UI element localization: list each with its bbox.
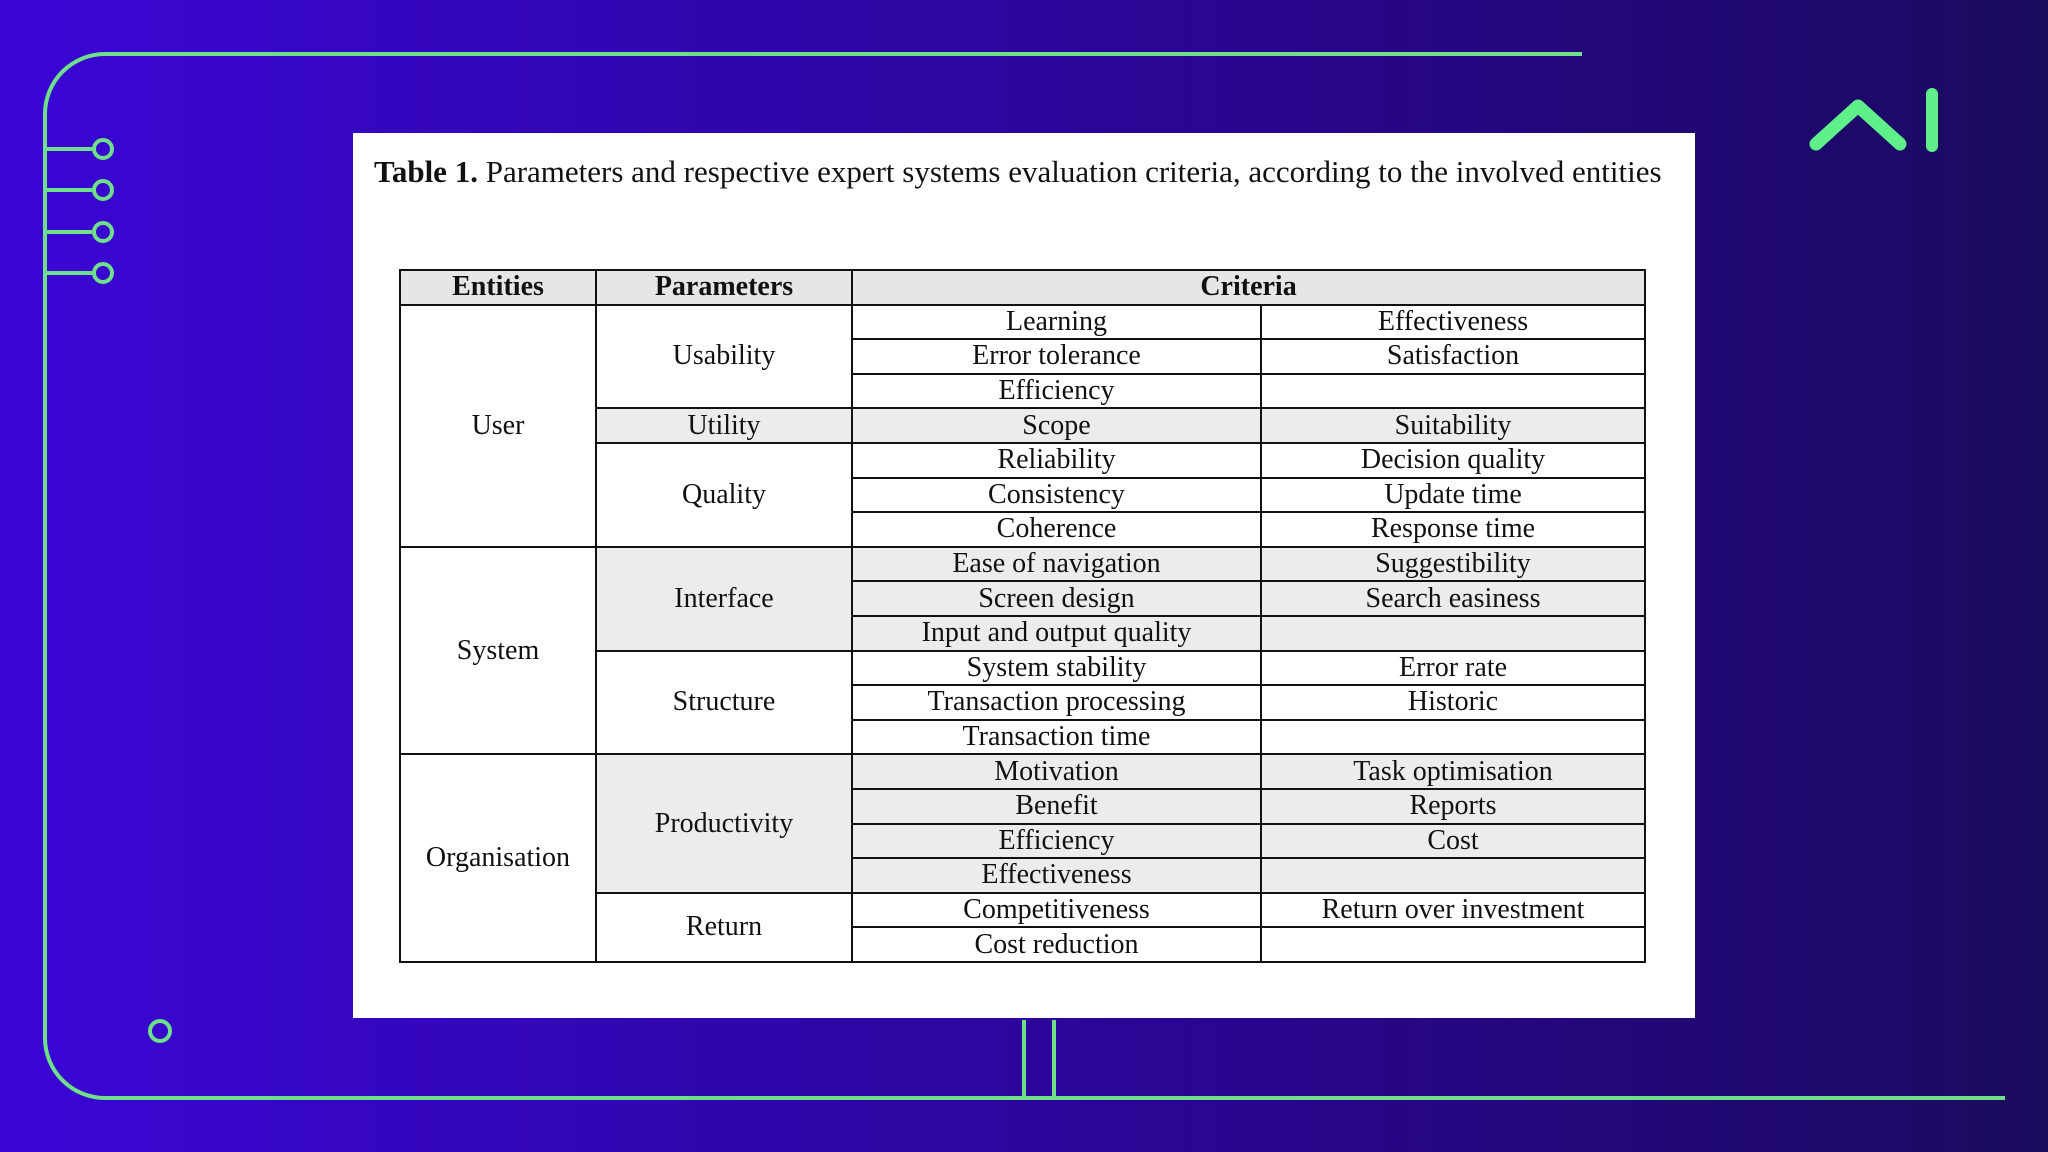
criterion-cell: Reports — [1261, 789, 1645, 824]
circuit-node-2 — [94, 181, 112, 199]
criterion-cell: Error tolerance — [852, 339, 1261, 374]
criterion-cell — [1261, 858, 1645, 893]
criterion-cell: Decision quality — [1261, 443, 1645, 478]
criterion-cell — [1261, 720, 1645, 755]
caption-label: Table 1. — [374, 154, 478, 189]
table-caption — [374, 151, 1670, 193]
circuit-node-3 — [94, 223, 112, 241]
header-criteria: Criteria — [852, 270, 1645, 305]
criterion-cell: Historic — [1261, 685, 1645, 720]
table-body — [400, 305, 1645, 962]
entity-cell: System — [400, 547, 596, 755]
table-header-row — [400, 270, 1645, 305]
criterion-cell: Efficiency — [852, 374, 1261, 409]
header-parameters: Parameters — [596, 270, 852, 305]
criterion-cell: Cost — [1261, 824, 1645, 859]
criterion-cell: Screen design — [852, 581, 1261, 616]
circuit-node-bottom — [150, 1021, 170, 1041]
criterion-cell: Learning — [852, 305, 1261, 340]
entity-cell: User — [400, 305, 596, 547]
criterion-cell — [1261, 927, 1645, 962]
parameter-cell: Interface — [596, 547, 852, 651]
table-row — [400, 305, 1645, 340]
table-row — [400, 547, 1645, 582]
criterion-cell: Cost reduction — [852, 927, 1261, 962]
parameter-cell: Return — [596, 893, 852, 962]
criterion-cell — [1261, 616, 1645, 651]
criterion-cell: Return over investment — [1261, 893, 1645, 928]
ai-logo-icon — [1806, 86, 1946, 156]
criterion-cell: Effectiveness — [852, 858, 1261, 893]
criterion-cell: Consistency — [852, 478, 1261, 513]
criterion-cell: Input and output quality — [852, 616, 1261, 651]
circuit-node-4 — [94, 264, 112, 282]
criterion-cell: Suitability — [1261, 408, 1645, 443]
document-page — [353, 133, 1695, 1018]
criterion-cell: Transaction time — [852, 720, 1261, 755]
caption-text: Parameters and respective expert systems evaluation criteria, according to the involved entities — [477, 154, 1662, 189]
criterion-cell: Reliability — [852, 443, 1261, 478]
criterion-cell: Effectiveness — [1261, 305, 1645, 340]
criterion-cell: Benefit — [852, 789, 1261, 824]
criterion-cell: Task optimisation — [1261, 754, 1645, 789]
criterion-cell: Update time — [1261, 478, 1645, 513]
criterion-cell: Competitiveness — [852, 893, 1261, 928]
parameter-cell: Structure — [596, 651, 852, 755]
parameter-cell: Usability — [596, 305, 852, 409]
criteria-table — [399, 269, 1646, 963]
criterion-cell: Motivation — [852, 754, 1261, 789]
criterion-cell: Ease of navigation — [852, 547, 1261, 582]
parameter-cell: Productivity — [596, 754, 852, 892]
criterion-cell: Satisfaction — [1261, 339, 1645, 374]
criterion-cell: Search easiness — [1261, 581, 1645, 616]
criterion-cell: Suggestibility — [1261, 547, 1645, 582]
criterion-cell: Error rate — [1261, 651, 1645, 686]
parameter-cell: Quality — [596, 443, 852, 547]
parameter-cell: Utility — [596, 408, 852, 443]
table-row — [400, 754, 1645, 789]
header-entities: Entities — [400, 270, 596, 305]
criterion-cell: Transaction processing — [852, 685, 1261, 720]
criterion-cell: System stability — [852, 651, 1261, 686]
criterion-cell — [1261, 374, 1645, 409]
criterion-cell: Coherence — [852, 512, 1261, 547]
entity-cell: Organisation — [400, 754, 596, 962]
criterion-cell: Efficiency — [852, 824, 1261, 859]
criterion-cell: Scope — [852, 408, 1261, 443]
circuit-node-1 — [94, 140, 112, 158]
criterion-cell: Response time — [1261, 512, 1645, 547]
